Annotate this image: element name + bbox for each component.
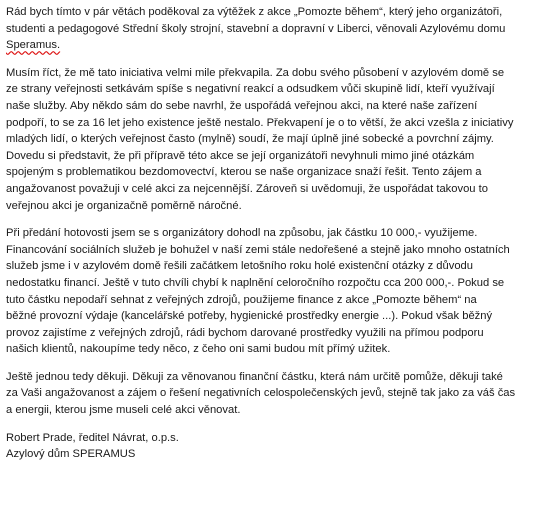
text-line: a energii, kterou jsme museli celé akci věnovat. bbox=[6, 404, 241, 417]
text-line: Při předání hotovosti jsem se s organizátory dohodl na způsobu, jak částku 10 000,- využijeme. bbox=[6, 227, 478, 240]
text-line: provoz zajistíme z veřejných zdrojů, rádi bychom darované prostředky využili na přímou podporu bbox=[6, 326, 484, 339]
text-line: nedostatku financí. Ještě v tuto chvíli chybí k naplnění celoročního rozpočtu cca 200 000,-. Pokud se bbox=[6, 276, 505, 289]
text-line: naše služby. Aby někdo sám do sebe navrhl, že uspořádá veřejnou akci, na které naše zařízení bbox=[6, 99, 478, 112]
text-line: veřejnou akci je organizačně poměrně náročné. bbox=[6, 199, 242, 212]
signature-block bbox=[6, 430, 542, 463]
text-line: běžné provozní výdaje (kancelářské potřeby, hygienické prostředky energie ...). Pokud však běžný bbox=[6, 310, 493, 323]
text-line: našich klientů, nakoupíme tedy něco, z čeho oni sami budou mít přímý užitek. bbox=[6, 343, 391, 356]
text-line: Financování sociálních služeb je bohužel v naší zemi stále nedořešené a stejně jako mnoho ostatních bbox=[6, 243, 510, 256]
paragraph-intro bbox=[6, 4, 542, 54]
text-line: služeb jsme i v azylovém domě řešili začátkem letošního roku holé existenční otázky z důvodu bbox=[6, 260, 473, 273]
text-line: Musím říct, že mě tato iniciativa velmi mile překvapila. Za dobu svého působení v azylovém domě se bbox=[6, 66, 505, 79]
text-line: angažovanost považuji v celé akci za nejcennější. Zároveň si uvědomuji, že uspořádat takovou to bbox=[6, 182, 488, 195]
text-line: mladých lidí, o kterých veřejnost často (mylně) soudí, že mají úplně jiné sobecké a povrchní zájmy. bbox=[6, 133, 494, 146]
text-line: za Vaši angažovanost a zájem o řešení negativních celospolečenských jevů, stejně tak jako za váš čas bbox=[6, 387, 516, 400]
paragraph-initiative bbox=[6, 65, 542, 214]
text-line: ze strany veřejnosti setkávám spíše s negativní reakcí a odsudkem vůči skupině lidí, kteří využívají bbox=[6, 83, 495, 96]
text-line: Rád bych tímto v pár větách poděkoval za výtěžek z akce „Pomozte během“, který jeho organizátoři, bbox=[6, 6, 503, 18]
text-line: podpoří, to se za 16 let jeho existence ještě nestalo. Překvapení je o to větší, že akci vzešla z iniciativy bbox=[6, 116, 514, 129]
text-line: Ještě jednou tedy děkuji. Děkuji za věnovanou finanční částku, která nám určitě pomůže, děkuji také bbox=[6, 370, 503, 383]
signature-name: Robert Prade, ředitel Návrat, o.p.s. bbox=[6, 431, 179, 444]
text-line: Dovedu si představit, že při přípravě této akce se její organizátoři nevyhnuli mimo jiné otázkám bbox=[6, 149, 475, 162]
paragraph-thanks bbox=[6, 369, 542, 419]
text-line-speramus: Speramus. bbox=[6, 39, 61, 52]
text-line: tuto částku nepodaří sehnat z veřejných zdrojů, použijeme finance z akce „Pomozte během“ na bbox=[6, 293, 477, 306]
letter-document bbox=[6, 4, 542, 474]
paragraph-financing bbox=[6, 225, 542, 358]
text-line: spojeným s problematikou bezdomovectví, kterou se naše organizace snaží řešit. Tento zájem a bbox=[6, 166, 482, 179]
signature-organization: Azylový dům SPERAMUS bbox=[6, 448, 136, 461]
text-line: studenti a pedagogové Střední školy strojní, stavební a dopravní v Liberci, věnovali Azylovému domu bbox=[6, 22, 506, 35]
